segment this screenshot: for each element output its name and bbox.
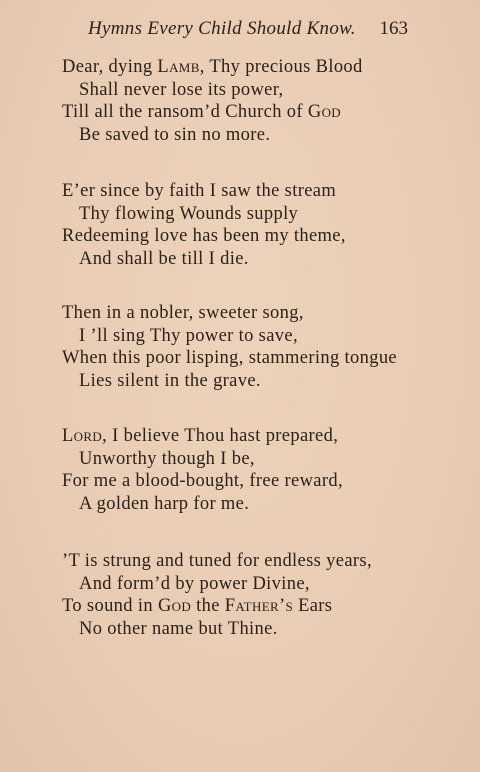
verse-line: Lies silent in the grave. — [79, 370, 261, 391]
verse-line: ’T is strung and tuned for endless years, — [62, 551, 372, 571]
stanza-2 — [62, 180, 422, 270]
verse-line: Dear, dying Lamb, Thy precious Blood — [62, 57, 363, 77]
verse-line: To sound in God the Father’s Ears — [62, 596, 333, 616]
verse-line: And form’d by power Divine, — [79, 573, 310, 594]
stanza-4 — [62, 425, 422, 515]
stanza-1 — [62, 56, 422, 146]
verse-line: And shall be till I die. — [79, 248, 249, 269]
verse-line: Be saved to sin no more. — [79, 124, 271, 145]
verse-line: When this poor lisping, stammering tongue — [62, 348, 397, 368]
stanza-3 — [62, 302, 422, 392]
verse-line: A golden harp for me. — [79, 493, 250, 514]
verse-line: Till all the ransom’d Church of God — [62, 102, 342, 122]
running-header — [88, 18, 408, 46]
verse-line: For me a blood-bought, free reward, — [62, 471, 343, 491]
verse-line: No other name but Thine. — [79, 618, 278, 639]
verse-line: Then in a nobler, sweeter song, — [62, 303, 304, 323]
verse-line: I ’ll sing Thy power to save, — [79, 325, 298, 346]
verse-line: E’er since by faith I saw the stream — [62, 181, 337, 201]
running-title: Hymns Every Child Should Know. — [88, 18, 356, 39]
verse-line: Lord, I believe Thou hast prepared, — [62, 426, 339, 446]
verse-line: Redeeming love has been my theme, — [62, 226, 346, 246]
verse-line: Thy flowing Wounds supply — [79, 203, 299, 224]
stanza-5 — [62, 550, 422, 640]
verse-line: Shall never lose its power, — [79, 79, 284, 100]
verse-line: Unworthy though I be, — [79, 448, 255, 469]
page-number: 163 — [379, 18, 408, 39]
